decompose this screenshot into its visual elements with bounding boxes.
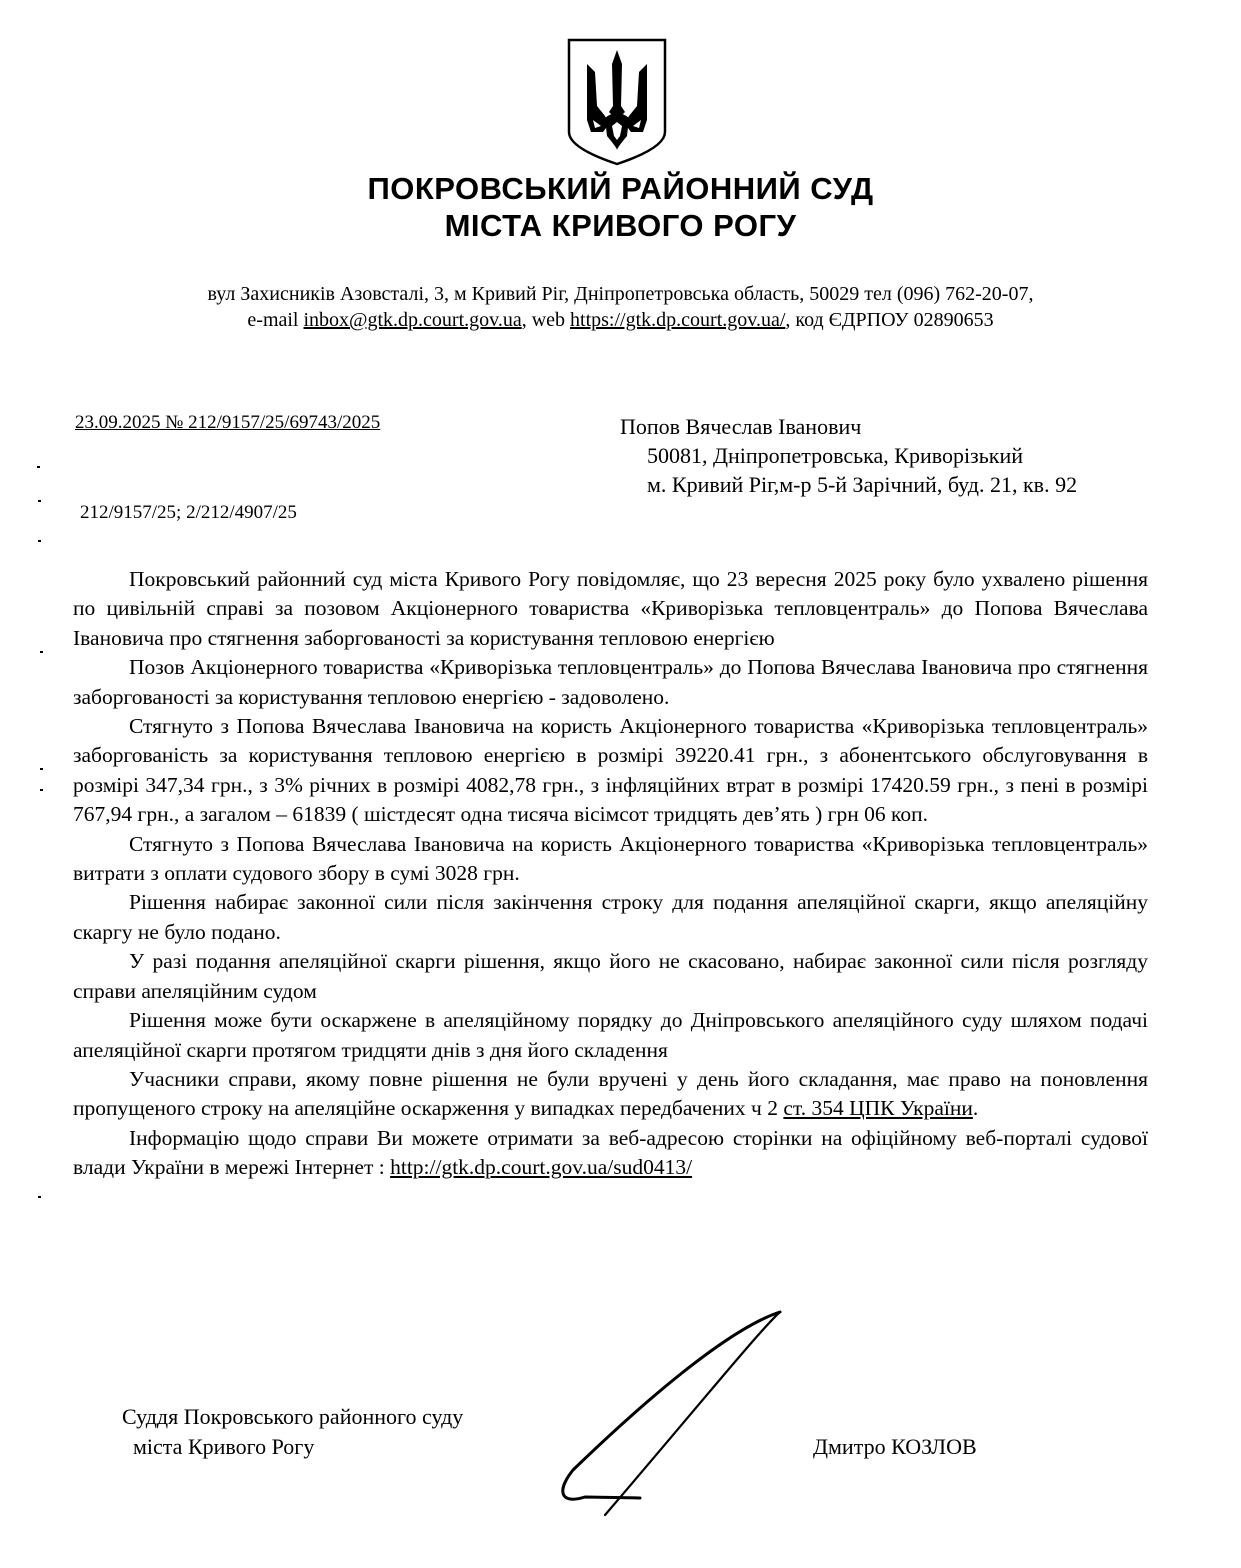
handwritten-signature-icon [545, 1300, 795, 1520]
paragraph-amounts-recovered: Стягнуто з Попова Вячеслава Івановича на користь Акціонерного товариства «Криворізька тепловцентраль» заборгованість за користування тепловою енергією в розмірі 39220.41 грн., з абонентського обслуговування в розмірі 347,34 грн., з 3% річних в розмірі 4082,78 грн., з інфляційних втрат в розмірі 17420.59 грн., з пені в розмірі 767,94 грн., а загалом – 61839 ( шістдесят одна тисяча вісімсот тридцять дев’ять ) грн 06 коп. [73, 714, 1148, 827]
addressee-block [620, 412, 1077, 499]
deadline-renewal-text: Учасники справи, якому повне рішення не були вручені у день його складання, має право на поновлення пропущеного строку на апеляційне оскарження у випадках передбачених ч 2 [73, 1066, 1148, 1121]
court-contacts [0, 309, 1241, 332]
court-name-line2: МІСТА КРИВОГО РОГУ [444, 208, 797, 243]
outgoing-number: 23.09.2025 № 212/9157/25/69743/2025 [75, 412, 381, 433]
addressee-name: Попов Вячеслав Іванович [620, 414, 862, 439]
law-article-link[interactable]: ст. 354 ЦПК України [783, 1096, 973, 1121]
judge-title-line2: міста Кривого Рогу [133, 1434, 315, 1459]
scan-artifact [40, 789, 43, 791]
paragraph-appeal-effect: У разі подання апеляційної скарги рішення, якщо його не скасовано, набирає законної сили після розгляду справи апеляційним судом [73, 949, 1148, 1003]
paragraph-notice: Покровський районний суд міста Кривого Рогу повідомляє, що 23 вересня 2025 року було ухвалено рішення по цивільній справі за позовом Акціонерного товариства «Криворізька тепловцентраль» до Попова Вячеслава Івановича про стягнення заборгованості за користування тепловою енергією [73, 567, 1148, 650]
case-info-text: Інформацію щодо справи Ви можете отримати за веб-адресою сторінки на офіційному веб-порталі судової влади України в мережі Інтернет : [73, 1125, 1148, 1180]
email-label: e-mail [247, 309, 304, 331]
judge-title-line1: Суддя Покровського районного суду [122, 1404, 464, 1429]
paragraph-appeal-procedure: Рішення може бути оскаржене в апеляційному порядку до Дніпровського апеляційного суду шляхом подачі апеляційної скарги протягом тридцяти днів з дня його складення [73, 1008, 1148, 1062]
case-info-link[interactable]: http://gtk.dp.court.gov.ua/sud0413/ [390, 1155, 693, 1180]
court-address: вул Захисників Азовсталі, 3, м Кривий Ріг, Дніпропетровська область, 50029 тел (096) 762-20-07, [207, 283, 1034, 305]
scan-artifact [38, 540, 41, 542]
scan-artifact [40, 768, 43, 770]
trident-coat-of-arms-icon [565, 36, 669, 168]
scan-artifact [37, 466, 40, 468]
paragraph-case-info [73, 1124, 1148, 1183]
paragraph-court-fee: Стягнуто з Попова Вячеслава Івановича на користь Акціонерного товариства «Криворізька тепловцентраль» витрати з оплати судового збору в сумі 3028 грн. [73, 831, 1148, 886]
judge-title [122, 1402, 463, 1462]
case-numbers: 212/9157/25; 2/212/4907/25 [80, 502, 297, 523]
edrpou-code: , код ЄДРПОУ 02890653 [785, 309, 994, 331]
website-link[interactable]: https://gtk.dp.court.gov.ua/ [570, 309, 786, 331]
scan-artifact [40, 651, 43, 653]
web-label: , web [521, 309, 571, 331]
addressee-address-line1: 50081, Дніпропетровська, Криворізький [647, 443, 1024, 468]
judge-name: Дмитро КОЗЛОВ [813, 1434, 977, 1459]
letter-body [73, 565, 1148, 1183]
deadline-renewal-end: . [972, 1096, 979, 1121]
paragraph-entry-into-force: Рішення набирає законної сили після закінчення строку для подання апеляційної скарги, якщо апеляційну скаргу не було подано. [73, 890, 1148, 944]
scan-artifact [38, 500, 41, 502]
scan-artifact [38, 1196, 41, 1198]
paragraph-deadline-renewal [73, 1065, 1148, 1124]
addressee-address-line2: м. Кривий Ріг,м-р 5-й Зарічний, буд. 21, кв. 92 [647, 472, 1078, 497]
court-name-line1: ПОКРОВСЬКИЙ РАЙОННИЙ СУД [367, 171, 874, 206]
email-link[interactable]: inbox@gtk.dp.court.gov.ua [303, 309, 522, 331]
paragraph-claim-satisfied: Позов Акціонерного товариства «Криворізька тепловцентраль» до Попова Вячеслава Івановича про стягнення заборгованості за користування тепловою енергією - задоволено. [73, 655, 1148, 709]
